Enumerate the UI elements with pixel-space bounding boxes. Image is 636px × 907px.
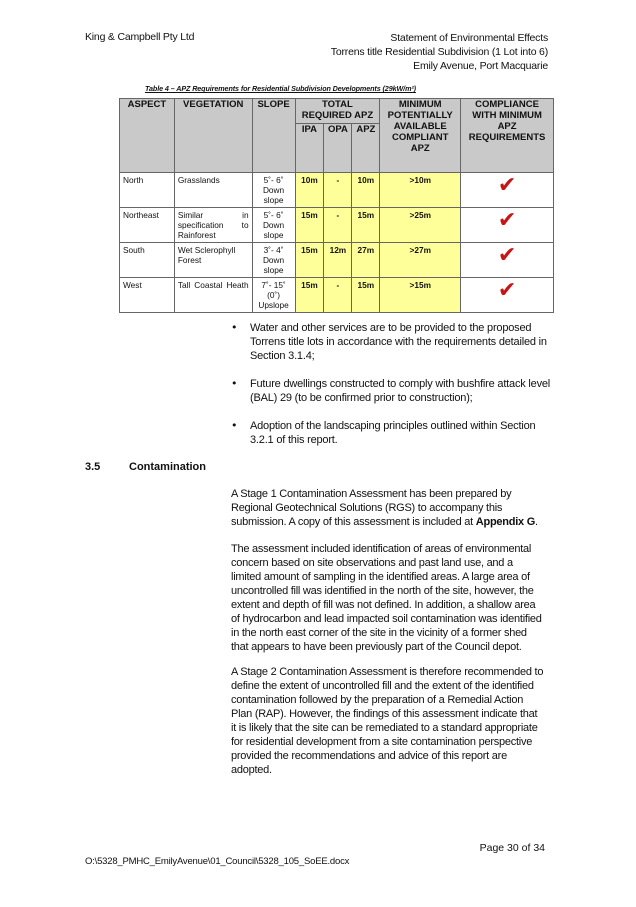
cell-vegetation: Tall Coastal Heath xyxy=(174,278,252,313)
cell-slope: 5˚- 6˚ Down slope xyxy=(252,208,295,243)
cell-compliance xyxy=(461,243,554,278)
apz-table xyxy=(119,98,554,313)
cell-ipa: 15m xyxy=(295,278,324,313)
cell-slope: 3˚- 4˚ Down slope xyxy=(252,243,295,278)
cell-opa: - xyxy=(324,173,352,208)
cell-opa: - xyxy=(324,208,352,243)
bullet-text: Water and other services are to be provided to the proposed Torrens title lots in accordance with the requirements detailed in Section 3.1.4; xyxy=(250,322,547,362)
bullet-text: Adoption of the landscaping principles outlined within Section 3.2.1 of this report. xyxy=(250,420,536,446)
col-compliance: COMPLIANCE WITH MINIMUM APZ REQUIREMENTS xyxy=(461,99,554,173)
cell-vegetation: Similar in specification to Rainforest xyxy=(174,208,252,243)
cell-vegetation: Grasslands xyxy=(174,173,252,208)
cell-ipa: 10m xyxy=(295,173,324,208)
table-row xyxy=(120,173,554,208)
paragraph-end: . xyxy=(535,516,538,528)
paragraph-assessment: The assessment included identification of areas of environmental concern based on site observations and past land use, and a limited amount of sampling in the identified areas. A large area of uncontrolled fill was identified in the north of the site, however, the extent and depth of fill was not defined. In addition, a shallow area of hydrocarbon and lead impacted soil contamination was identified in the north east corner of the site in the vicinity of a former shed that appears to have been previously part of the Council depot. xyxy=(231,543,542,653)
bullet-icon: • xyxy=(231,321,238,334)
bullet-list xyxy=(231,321,556,461)
table-row xyxy=(120,278,554,313)
cell-opa: 12m xyxy=(324,243,352,278)
tick-icon: ✔ xyxy=(497,278,517,303)
cell-apz: 10m xyxy=(352,173,380,208)
cell-compliance xyxy=(461,208,554,243)
tick-icon: ✔ xyxy=(497,243,517,268)
cell-ipa: 15m xyxy=(295,208,324,243)
cell-aspect: Northeast xyxy=(120,208,175,243)
cell-minimum: >25m xyxy=(380,208,461,243)
bullet-icon: • xyxy=(231,419,238,432)
cell-slope: 5˚- 6˚ Down slope xyxy=(252,173,295,208)
table-row xyxy=(120,208,554,243)
cell-compliance xyxy=(461,278,554,313)
cell-compliance xyxy=(461,173,554,208)
section-number: 3.5 xyxy=(85,461,101,473)
header-company: King & Campbell Pty Ltd xyxy=(85,31,195,43)
page-number: Page 30 of 34 xyxy=(479,842,545,854)
cell-ipa: 15m xyxy=(295,243,324,278)
header-location: Emily Avenue, Port Macquarie xyxy=(413,60,548,72)
cell-minimum: >10m xyxy=(380,173,461,208)
header-doc-title: Statement of Environmental Effects xyxy=(390,32,548,44)
cell-aspect: West xyxy=(120,278,175,313)
cell-opa: - xyxy=(324,278,352,313)
col-vegetation: VEGETATION xyxy=(174,99,252,173)
list-item xyxy=(231,377,556,405)
col-ipa: IPA xyxy=(295,124,324,173)
cell-apz: 15m xyxy=(352,278,380,313)
cell-slope: 7˚- 15˚ (0˚) Upslope xyxy=(252,278,295,313)
table-row xyxy=(120,243,554,278)
bullet-text: Future dwellings constructed to comply with bushfire attack level (BAL) 29 (to be confirmed prior to construction); xyxy=(250,378,551,404)
tick-icon: ✔ xyxy=(497,173,517,198)
cell-minimum: >27m xyxy=(380,243,461,278)
appendix-reference: Appendix G xyxy=(475,516,536,528)
cell-aspect: North xyxy=(120,173,175,208)
col-slope: SLOPE xyxy=(252,99,295,173)
col-opa: OPA xyxy=(324,124,352,173)
paragraph-stage1 xyxy=(231,487,544,529)
col-aspect: ASPECT xyxy=(120,99,175,173)
col-total-apz: TOTAL REQUIRED APZ xyxy=(295,99,380,124)
header-subtitle: Torrens title Residential Subdivision (1 Lot into 6) xyxy=(330,46,548,58)
list-item xyxy=(231,321,556,363)
cell-apz: 27m xyxy=(352,243,380,278)
col-minimum-apz: MINIMUM POTENTIALLY AVAILABLE COMPLIANT APZ xyxy=(380,99,461,173)
list-item xyxy=(231,419,556,447)
header-title-block xyxy=(331,31,548,73)
col-apz: APZ xyxy=(352,124,380,173)
bullet-icon: • xyxy=(231,377,238,390)
cell-minimum: >15m xyxy=(380,278,461,313)
cell-aspect: South xyxy=(120,243,175,278)
section-title: Contamination xyxy=(129,461,206,473)
tick-icon: ✔ xyxy=(497,208,517,233)
cell-apz: 15m xyxy=(352,208,380,243)
cell-vegetation: Wet Sclerophyll Forest xyxy=(174,243,252,278)
table-caption: Table 4 – APZ Requirements for Residential Subdivision Developments (29kW/m²) xyxy=(145,84,416,93)
paragraph-stage2: A Stage 2 Contamination Assessment is therefore recommended to define the extent of uncontrolled fill and the extent of the identified contamination followed by the preparation of a Remedial Action Plan (RAP). However, the findings of this assessment indicate that it is likely that the site can be remediated to a standard appropriate for residential development from a site contamination perspective provided the recommendations and advice of this report are adopted. xyxy=(231,666,544,776)
paragraph-text: A Stage 1 Contamination Assessment has been prepared by Regional Geotechnical Solutions (RGS) to accompany this submission. A copy of this assessment is included at xyxy=(231,488,512,528)
file-path: O:\5328_PMHC_EmilyAvenue\01_Council\5328_105_SoEE.docx xyxy=(85,856,350,867)
